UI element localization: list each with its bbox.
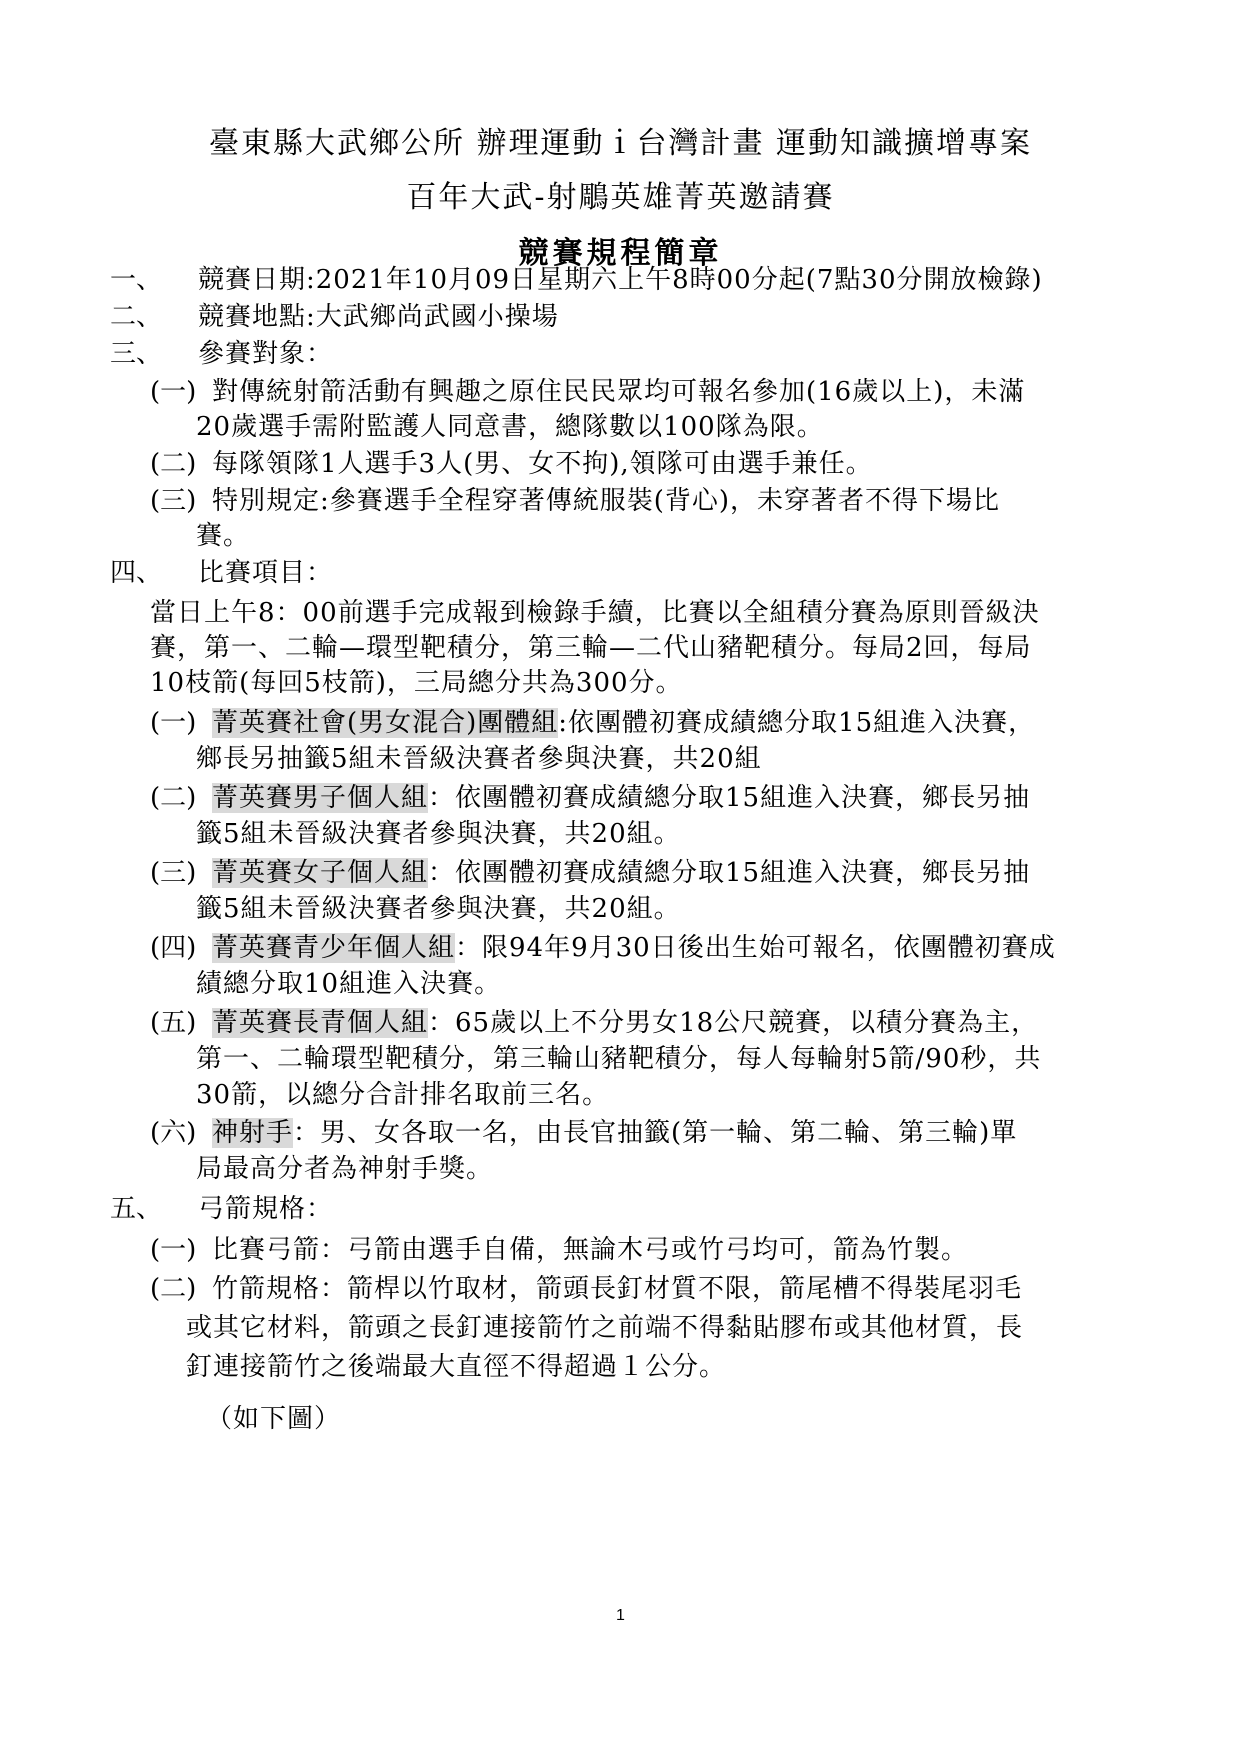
section-3-number: 三、 — [110, 339, 163, 369]
s4-item-2-label: (二) — [150, 783, 197, 813]
s4-item-3-desc: ：依團體初賽成績總分取15組進入決賽，鄉長另抽 — [428, 858, 1031, 888]
s3-item-2-line-1: 每隊領隊1人選手3人(男、女不拘),領隊可由選手兼任。 — [212, 449, 873, 479]
s4-intro-line-1: 當日上午8：00前選手完成報到檢錄手續，比賽以全組積分賽為原則晉級決 — [150, 598, 1040, 628]
s4-item-2-category: 菁英賽男子個人組 — [212, 783, 429, 813]
s4-item-4-category: 菁英賽青少年個人組 — [212, 933, 456, 963]
s3-item-3-label: (三) — [150, 486, 197, 516]
section-4-text: 比賽項目： — [198, 558, 334, 588]
s4-item-2-line-1 — [212, 777, 1030, 814]
s5-item-2-line-1: 竹箭規格：箭桿以竹取材，箭頭長釘材質不限，箭尾槽不得裝尾羽毛 — [212, 1274, 1023, 1304]
s4-item-4-line-2: 績總分取10組進入決賽。 — [196, 969, 502, 999]
s5-item-2-label: (二) — [150, 1274, 197, 1304]
s4-item-1-desc: :依團體初賽成績總分取15組進入決賽， — [558, 708, 1036, 738]
s4-item-1-label: (一) — [150, 708, 197, 738]
s4-item-1-category: 菁英賽社會(男女混合)團體組 — [212, 708, 559, 738]
s4-item-5-label: (五) — [150, 1008, 197, 1038]
s5-item-2-line-2: 或其它材料，箭頭之長釘連接箭竹之前端不得黏貼膠布或其他材質，長 — [186, 1313, 1024, 1343]
s4-item-3-category: 菁英賽女子個人組 — [212, 858, 429, 888]
document-subtitle: 百年大武-射鵰英雄菁英邀請賽 — [406, 180, 835, 215]
section-4-number: 四、 — [110, 558, 163, 588]
s4-item-5-line-1 — [212, 1002, 1038, 1039]
section-3-text: 參賽對象： — [198, 339, 334, 369]
s4-item-4-line-1 — [212, 927, 1056, 964]
s4-item-2-line-2: 籤5組未晉級決賽者參與決賽，共20組。 — [196, 819, 681, 849]
section-5-number: 五、 — [110, 1194, 163, 1224]
s4-item-5-line-2: 第一、二輪環型靶積分，第三輪山豬靶積分，每人每輪射5箭/90秒，共 — [196, 1044, 1042, 1074]
section-2-text: 競賽地點:大武鄉尚武國小操場 — [198, 302, 559, 332]
section-1-text: 競賽日期:2021年10月09日星期六上午8時00分起(7點30分開放檢錄) — [198, 265, 1043, 295]
s4-item-5-line-3: 30箭，以總分合計排名取前三名。 — [196, 1080, 610, 1110]
s5-item-1-label: (一) — [150, 1235, 197, 1265]
s4-item-4-desc: ：限94年9月30日後出生始可報名，依團體初賽成 — [455, 933, 1056, 963]
s4-item-4-label: (四) — [150, 933, 197, 963]
s4-item-3-line-1 — [212, 852, 1030, 889]
s3-item-1-label: (一) — [150, 377, 197, 407]
s4-item-6-desc: ：男、女各取一名，由長官抽籤(第一輪、第二輪、第三輪)單 — [293, 1118, 1018, 1148]
s4-intro-line-2: 賽，第一、二輪—環型靶積分，第三輪—二代山豬靶積分。每局2回，每局 — [150, 633, 1032, 663]
s3-item-1-line-2: 20歲選手需附監護人同意書，總隊數以100隊為限。 — [196, 412, 824, 442]
s4-item-1-line-2: 鄉長另抽籤5組未晉級決賽者參與決賽，共20組 — [196, 744, 762, 774]
section-2-number: 二、 — [110, 302, 163, 332]
document-heading: 競賽規程簡章 — [518, 236, 723, 271]
s4-item-1-line-1 — [212, 702, 1035, 739]
s4-intro-line-3: 10枝箭(每回5枝箭)，三局總分共為300分。 — [150, 668, 683, 698]
s4-item-6-line-1 — [212, 1112, 1017, 1149]
section-5-text: 弓箭規格： — [198, 1194, 334, 1224]
s4-item-6-label: (六) — [150, 1118, 197, 1148]
s5-item-1-line-1: 比賽弓箭：弓箭由選手自備，無論木弓或竹弓均可，箭為竹製。 — [212, 1235, 969, 1265]
s3-item-1-line-1: 對傳統射箭活動有興趣之原住民民眾均可報名參加(16歲以上)，未滿 — [212, 377, 1026, 407]
page-number: 1 — [616, 1607, 625, 1624]
s3-item-3-line-2: 賽。 — [196, 521, 251, 551]
s4-item-5-category: 菁英賽長青個人組 — [212, 1008, 429, 1038]
s4-item-5-desc: ：65歲以上不分男女18公尺競賽，以積分賽為主， — [428, 1008, 1039, 1038]
document-title: 臺東縣大武鄉公所 辦理運動ｉ台灣計畫 運動知識擴增專案 — [208, 126, 1033, 161]
section-1-number: 一、 — [110, 265, 163, 295]
s4-item-6-line-2: 局最高分者為神射手獎。 — [196, 1154, 494, 1184]
s5-item-2-line-3: 釘連接箭竹之後端最大直徑不得超過１公分。 — [186, 1352, 727, 1382]
s3-item-2-label: (二) — [150, 449, 197, 479]
s4-item-6-category: 神射手 — [212, 1118, 294, 1148]
s4-item-3-label: (三) — [150, 858, 197, 888]
s3-item-3-line-1: 特別規定:參賽選手全程穿著傳統服裝(背心)，未穿著者不得下場比 — [212, 486, 1001, 516]
figure-note: （如下圖） — [206, 1404, 342, 1434]
s4-item-2-desc: ：依團體初賽成績總分取15組進入決賽，鄉長另抽 — [428, 783, 1031, 813]
s4-item-3-line-2: 籤5組未晉級決賽者參與決賽，共20組。 — [196, 894, 681, 924]
